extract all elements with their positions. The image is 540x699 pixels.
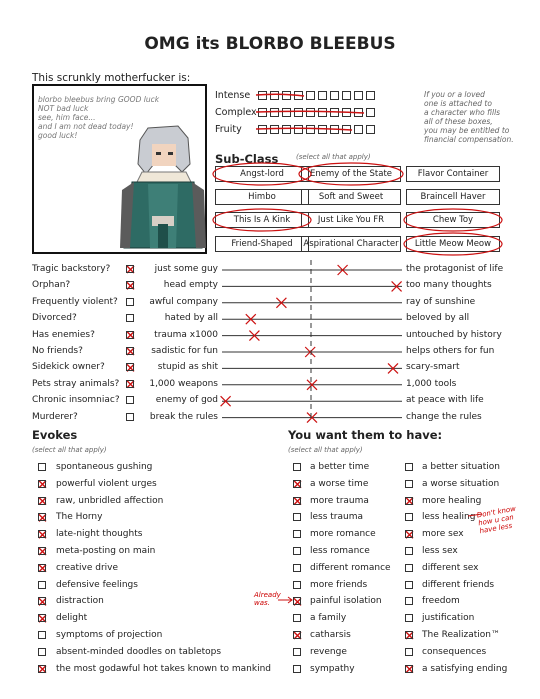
want-item-label: a better time <box>310 462 370 472</box>
want-checkbox[interactable] <box>405 497 413 505</box>
want-item-label: a family <box>310 613 347 624</box>
want-title: You want them to have: <box>288 428 443 442</box>
want-checkbox[interactable] <box>405 581 413 589</box>
want-checkbox[interactable] <box>405 530 413 538</box>
subclass-circle-mark <box>404 233 502 255</box>
want-item-label: The Realization™ <box>422 630 500 640</box>
want-item-label: different romance <box>310 562 391 573</box>
evokes-item-label: the most godawful hot takes known to mankind <box>56 663 272 674</box>
want-item-label: more friends <box>310 579 368 590</box>
want-checkbox[interactable] <box>293 480 301 488</box>
slider-right-label: the protagonist of life <box>406 264 504 274</box>
portrait-note: blorbo bleebus bring GOOD luck NOT bad luck see, him face... and I am not dead today! good luck! <box>38 95 160 140</box>
slider-left-label: hated by all <box>164 313 218 324</box>
evokes-item-label: symptoms of projection <box>56 630 163 640</box>
want-item-label: a better situation <box>422 462 500 472</box>
subclass-circle-mark <box>299 163 403 185</box>
question-label: Frequently violent? <box>32 296 118 307</box>
want-item-label: different friends <box>422 579 495 590</box>
want-item-label: more trauma <box>310 495 369 506</box>
want-item-label: less healing <box>422 512 476 523</box>
slider-left-label: just some guy <box>154 264 218 274</box>
evokes-item-label: meta-posting on main <box>56 546 156 556</box>
evokes-checkbox[interactable] <box>38 597 46 605</box>
question-label: Sidekick owner? <box>32 362 105 373</box>
slider-right-label: too many thoughts <box>406 280 492 291</box>
evokes-hint: (select all that apply) <box>32 446 107 454</box>
want-checkbox[interactable] <box>293 564 301 572</box>
want-item-label: painful isolation <box>310 596 382 607</box>
evokes-checkbox[interactable] <box>38 581 46 589</box>
subclass-chip[interactable]: Angst-lord <box>215 166 309 182</box>
want-item-label: justification <box>422 613 475 624</box>
want-checkbox[interactable] <box>405 480 413 488</box>
scale-strike-mark <box>256 128 352 130</box>
want-item-label: a worse situation <box>422 478 500 489</box>
slider-left-label: break the rules <box>149 411 218 422</box>
want-item-label: more romance <box>310 529 376 540</box>
question-label: Chronic insomniac? <box>32 395 120 406</box>
want-checkbox[interactable] <box>405 614 413 622</box>
evokes-item-label: absent-minded doodles on tabletops <box>56 646 222 657</box>
subclass-circle-mark <box>213 209 311 231</box>
want-hint: (select all that apply) <box>288 446 363 454</box>
question-label: Murderer? <box>32 411 78 422</box>
slider-right-label: ray of sunshine <box>406 296 476 307</box>
question-label: Orphan? <box>32 280 71 291</box>
evokes-item-label: spontaneous gushing <box>56 462 153 472</box>
slider-left-label: enemy of god <box>155 395 218 406</box>
slider-right-label: at peace with life <box>406 395 484 406</box>
want-item-label: catharsis <box>310 630 351 640</box>
scale-label-complex: Complex <box>215 107 257 118</box>
evokes-item-label: raw, unbridled affection <box>56 495 164 506</box>
subclass-chip[interactable]: Flavor Container <box>406 166 500 182</box>
question-label: Has enemies? <box>32 329 95 340</box>
want-checkbox[interactable] <box>293 597 301 605</box>
want-item-label: sympathy <box>310 663 355 674</box>
want-checkbox[interactable] <box>405 513 413 521</box>
scale-label-intense: Intense <box>215 90 251 101</box>
evokes-checkbox[interactable] <box>38 480 46 488</box>
subclass-chip[interactable]: Chew Toy <box>406 212 500 228</box>
evokes-checkbox[interactable] <box>38 530 46 538</box>
subclass-chip[interactable]: Himbo <box>215 189 309 205</box>
want-checkbox[interactable] <box>293 648 301 656</box>
want-checkbox[interactable] <box>293 530 301 538</box>
note-already-was: Already was. <box>254 591 281 607</box>
want-item-label: freedom <box>422 596 460 607</box>
want-checkbox[interactable] <box>405 648 413 656</box>
evokes-item-label: late-night thoughts <box>56 529 143 540</box>
want-checkbox[interactable] <box>293 547 301 555</box>
evokes-item-label: powerful violent urges <box>56 478 157 489</box>
want-checkbox[interactable] <box>293 665 301 673</box>
slider-left-label: stupid as shit <box>157 362 218 373</box>
subclass-circle-mark <box>404 209 502 231</box>
question-checkbox[interactable] <box>126 347 134 355</box>
evokes-checkbox[interactable] <box>38 463 46 471</box>
evokes-checkbox[interactable] <box>38 631 46 639</box>
question-label: Pets stray animals? <box>32 378 120 389</box>
question-checkbox[interactable] <box>126 413 134 421</box>
evokes-item-label: delight <box>56 613 88 624</box>
want-item-label: revenge <box>310 646 347 657</box>
want-checkbox[interactable] <box>405 597 413 605</box>
want-item-label: more sex <box>422 529 464 540</box>
want-item-label: less sex <box>422 546 458 556</box>
question-checkbox[interactable] <box>126 363 134 371</box>
want-item-label: less romance <box>310 546 370 556</box>
want-item-label: consequences <box>422 646 487 657</box>
slider-left-label: 1,000 weapons <box>149 378 218 389</box>
slider-right-label: 1,000 tools <box>406 378 457 389</box>
slider-left-label: awful company <box>149 296 218 307</box>
subclass-chip[interactable]: Friend-Shaped <box>215 236 309 252</box>
evokes-checkbox[interactable] <box>38 665 46 673</box>
evokes-checkbox[interactable] <box>38 614 46 622</box>
question-checkbox[interactable] <box>126 396 134 404</box>
subclass-chip[interactable]: This Is A Kink <box>215 212 309 228</box>
slider-right-label: scary-smart <box>406 362 460 373</box>
question-label: Tragic backstory? <box>32 264 111 274</box>
subclass-hint: (select all that apply) <box>296 153 371 161</box>
slider-left-label: head empty <box>163 280 218 291</box>
subclass-chip[interactable]: Soft and Sweet <box>301 189 401 205</box>
disclaimer: If you or a loved one is attached to a character who fills all of these boxes, you may be entitled to financial compensation. <box>424 90 514 144</box>
want-item-label: more healing <box>422 495 482 506</box>
question-checkbox[interactable] <box>126 314 134 322</box>
evokes-checkbox[interactable] <box>38 513 46 521</box>
subclass-chip[interactable]: Just Like You FR <box>301 212 401 228</box>
subclass-chip[interactable]: Braincell Haver <box>406 189 500 205</box>
want-checkbox[interactable] <box>405 463 413 471</box>
want-item-label: a worse time <box>310 478 369 489</box>
question-checkbox[interactable] <box>126 298 134 306</box>
want-checkbox[interactable] <box>293 581 301 589</box>
slider-right-label: helps others for fun <box>406 346 495 356</box>
slider-right-label: untouched by history <box>406 329 502 340</box>
scale-label-fruity: Fruity <box>215 124 242 135</box>
evokes-item-label: The Horny <box>56 512 103 523</box>
scale-strike-mark <box>256 94 304 96</box>
want-checkbox[interactable] <box>405 564 413 572</box>
evokes-checkbox[interactable] <box>38 648 46 656</box>
slider-right-label: beloved by all <box>406 313 470 324</box>
note-arrow <box>468 514 482 516</box>
question-checkbox[interactable] <box>126 265 134 273</box>
page-title: OMG its BLORBO BLEEBUS <box>144 34 396 54</box>
question-label: Divorced? <box>32 313 77 324</box>
want-item-label: different sex <box>422 562 479 573</box>
slider-left-label: sadistic for fun <box>151 346 218 356</box>
subclass-chip[interactable]: Aspirational Character <box>301 236 401 252</box>
intro-text: This scrunkly motherfucker is: <box>32 72 191 84</box>
scale-strike-mark <box>256 111 364 113</box>
want-checkbox[interactable] <box>405 547 413 555</box>
evokes-item-label: distraction <box>56 596 104 607</box>
evokes-title: Evokes <box>32 428 78 442</box>
question-checkbox[interactable] <box>126 331 134 339</box>
want-checkbox[interactable] <box>405 631 413 639</box>
want-checkbox[interactable] <box>293 513 301 521</box>
evokes-item-label: creative drive <box>56 562 119 573</box>
evokes-checkbox[interactable] <box>38 497 46 505</box>
evokes-checkbox[interactable] <box>38 547 46 555</box>
slider-right-label: change the rules <box>406 411 482 422</box>
evokes-checkbox[interactable] <box>38 564 46 572</box>
want-checkbox[interactable] <box>293 631 301 639</box>
subclass-title: Sub-Class <box>215 152 279 166</box>
evokes-item-label: defensive feelings <box>56 579 138 590</box>
slider-left-label: trauma x1000 <box>154 329 218 340</box>
subclass-circle-mark <box>213 163 311 185</box>
note-dont-know: Don't know how u can have less <box>476 504 517 536</box>
want-checkbox[interactable] <box>293 614 301 622</box>
question-label: No friends? <box>32 346 83 356</box>
question-checkbox[interactable] <box>126 380 134 388</box>
subclass-chip[interactable]: Little Meow Meow <box>406 236 500 252</box>
want-checkbox[interactable] <box>293 497 301 505</box>
want-item-label: a satisfying ending <box>422 663 508 674</box>
want-item-label: less trauma <box>310 512 364 523</box>
subclass-chip[interactable]: Enemy of the State <box>301 166 401 182</box>
want-checkbox[interactable] <box>405 665 413 673</box>
question-checkbox[interactable] <box>126 281 134 289</box>
want-checkbox[interactable] <box>293 463 301 471</box>
